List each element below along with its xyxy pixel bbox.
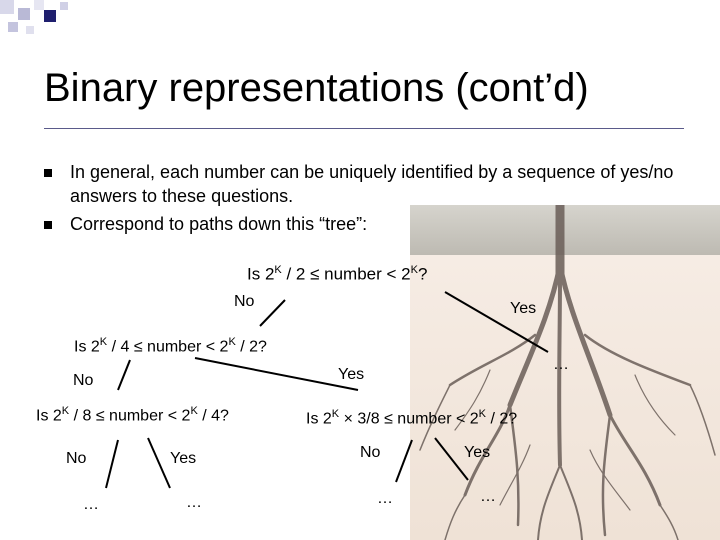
edge-root-no [260,300,285,326]
left-yes-label: Yes [338,366,365,383]
ll-yes-label: Yes [170,450,197,467]
edge-ll-no [106,440,118,488]
edge-left-no [118,360,130,390]
ll-no-label: No [66,450,87,467]
root-question: Is $2^K / 2$ ≤ number < $2^K$? [247,264,428,284]
lr-no-label: No [360,444,381,461]
bullet-text: Correspond to paths down this “tree”: [70,214,368,234]
edge-lr-no [396,440,412,482]
lr-no-ellipsis: … [377,490,393,507]
lr-question: Is $2^K \times 3/8$ ≤ number < $2^K / 2$? [306,408,518,428]
edge-left-yes [195,358,358,390]
left-question: Is $2^K / 4$ ≤ number < $2^K / 2$? [74,336,267,356]
slide-title: Binary representations (cont’d) [44,66,589,110]
right-branch-ellipsis: … [553,356,569,373]
lr-yes-ellipsis: … [480,488,496,505]
ll-no-ellipsis: … [83,496,99,513]
root-no-label: No [234,293,255,310]
ll-question: Is $2^K / 8$ ≤ number < $2^K / 4$? [36,405,229,425]
lr-yes-label: Yes [464,444,491,461]
ll-yes-ellipsis: … [186,494,202,511]
edge-ll-yes [148,438,170,488]
bullet-text: In general, each number can be uniquely identified by a sequence of yes/no answers to these questions. [70,162,674,206]
root-yes-label: Yes [510,300,537,317]
left-no-label: No [73,372,94,389]
